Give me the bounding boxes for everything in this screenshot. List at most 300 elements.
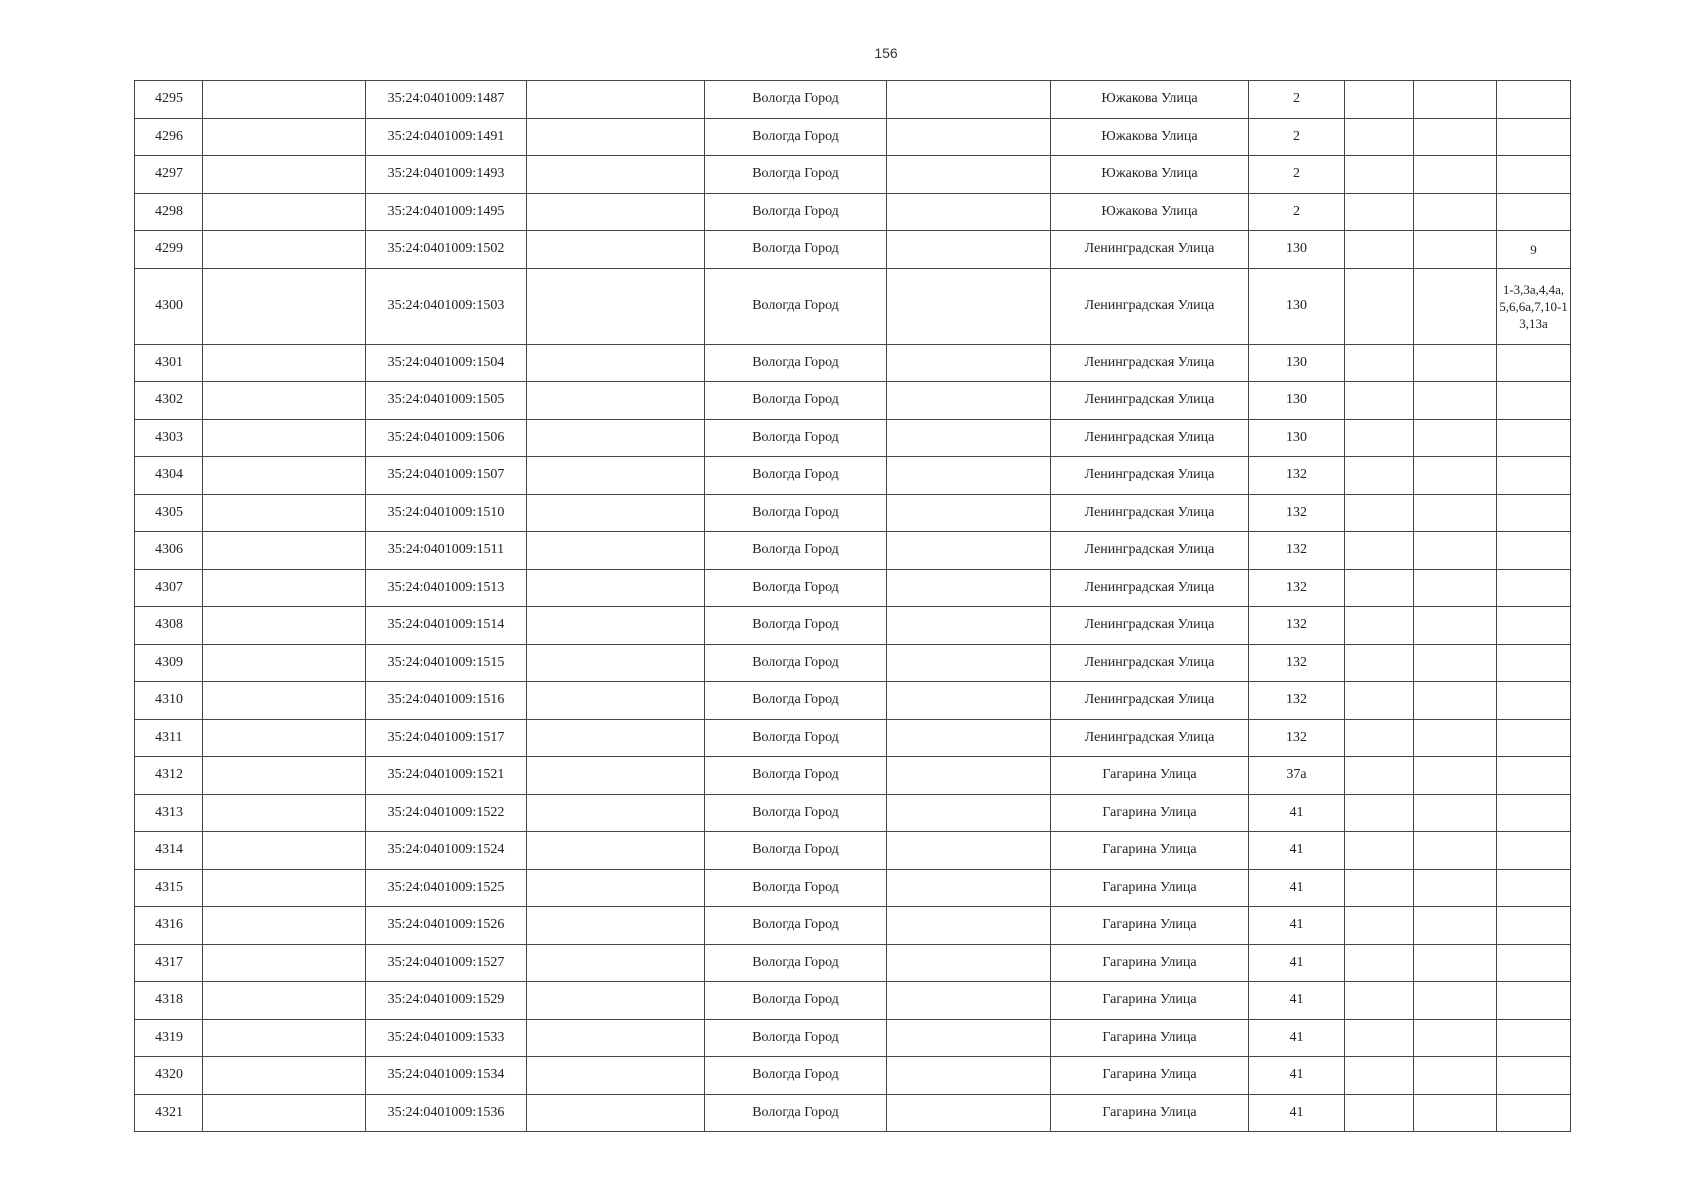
cell-empty bbox=[527, 644, 705, 682]
cell-empty bbox=[203, 1019, 366, 1057]
cell-cadastral: 35:24:0401009:1505 bbox=[366, 382, 527, 420]
cell-empty bbox=[203, 382, 366, 420]
cell-empty bbox=[887, 81, 1051, 119]
cell-cadastral: 35:24:0401009:1487 bbox=[366, 81, 527, 119]
table-row bbox=[135, 81, 1571, 119]
cell-empty bbox=[527, 869, 705, 907]
cell-street: Южакова Улица bbox=[1051, 81, 1249, 119]
cell-empty bbox=[1345, 494, 1414, 532]
cell-empty bbox=[1345, 569, 1414, 607]
cell-apartment bbox=[1497, 193, 1571, 231]
cell-empty bbox=[203, 907, 366, 945]
cell-cadastral: 35:24:0401009:1525 bbox=[366, 869, 527, 907]
cell-empty bbox=[203, 193, 366, 231]
cell-empty bbox=[1414, 794, 1497, 832]
cell-empty bbox=[1345, 832, 1414, 870]
cell-cadastral: 35:24:0401009:1524 bbox=[366, 832, 527, 870]
cell-empty bbox=[1345, 532, 1414, 570]
cell-cadastral: 35:24:0401009:1504 bbox=[366, 344, 527, 382]
cell-empty bbox=[203, 419, 366, 457]
cell-cadastral: 35:24:0401009:1515 bbox=[366, 644, 527, 682]
cell-no: 4315 bbox=[135, 869, 203, 907]
table-row bbox=[135, 156, 1571, 194]
cell-empty bbox=[887, 682, 1051, 720]
table-row bbox=[135, 532, 1571, 570]
cell-street: Ленинградская Улица bbox=[1051, 457, 1249, 495]
table-row bbox=[135, 494, 1571, 532]
cell-empty bbox=[1345, 607, 1414, 645]
cell-empty bbox=[1414, 344, 1497, 382]
cell-empty bbox=[1414, 1094, 1497, 1132]
cell-house: 132 bbox=[1249, 719, 1345, 757]
cell-empty bbox=[887, 1057, 1051, 1095]
cell-empty bbox=[887, 419, 1051, 457]
cell-empty bbox=[203, 944, 366, 982]
cell-city: Вологда Город bbox=[705, 494, 887, 532]
cell-no: 4309 bbox=[135, 644, 203, 682]
cell-cadastral: 35:24:0401009:1503 bbox=[366, 268, 527, 344]
cell-empty bbox=[1345, 944, 1414, 982]
cell-city: Вологда Город bbox=[705, 644, 887, 682]
cell-empty bbox=[203, 1094, 366, 1132]
cell-empty bbox=[203, 982, 366, 1020]
cell-house: 2 bbox=[1249, 81, 1345, 119]
cell-no: 4318 bbox=[135, 982, 203, 1020]
cell-empty bbox=[1414, 569, 1497, 607]
cell-apartment bbox=[1497, 344, 1571, 382]
cell-empty bbox=[887, 532, 1051, 570]
cell-empty bbox=[887, 982, 1051, 1020]
cell-city: Вологда Город bbox=[705, 419, 887, 457]
cell-empty bbox=[1345, 682, 1414, 720]
cell-apartment bbox=[1497, 419, 1571, 457]
cell-empty bbox=[1414, 457, 1497, 495]
cell-empty bbox=[1345, 982, 1414, 1020]
table-row bbox=[135, 757, 1571, 795]
cell-no: 4297 bbox=[135, 156, 203, 194]
cell-city: Вологда Город bbox=[705, 907, 887, 945]
cell-empty bbox=[1345, 344, 1414, 382]
cell-city: Вологда Город bbox=[705, 1094, 887, 1132]
cell-empty bbox=[1345, 268, 1414, 344]
cell-apartment bbox=[1497, 682, 1571, 720]
cell-empty bbox=[887, 907, 1051, 945]
cell-apartment bbox=[1497, 569, 1571, 607]
cell-empty bbox=[887, 457, 1051, 495]
cell-street: Ленинградская Улица bbox=[1051, 419, 1249, 457]
cell-empty bbox=[887, 832, 1051, 870]
cell-street: Ленинградская Улица bbox=[1051, 719, 1249, 757]
cell-apartment bbox=[1497, 156, 1571, 194]
cell-apartment bbox=[1497, 1057, 1571, 1095]
cell-empty bbox=[1414, 944, 1497, 982]
cell-no: 4310 bbox=[135, 682, 203, 720]
cell-house: 41 bbox=[1249, 869, 1345, 907]
cell-house: 41 bbox=[1249, 832, 1345, 870]
registry-table bbox=[134, 80, 1571, 1132]
cell-city: Вологда Город bbox=[705, 944, 887, 982]
cell-no: 4312 bbox=[135, 757, 203, 795]
cell-empty bbox=[1414, 907, 1497, 945]
cell-city: Вологда Город bbox=[705, 457, 887, 495]
cell-city: Вологда Город bbox=[705, 532, 887, 570]
cell-no: 4298 bbox=[135, 193, 203, 231]
cell-empty bbox=[203, 231, 366, 269]
cell-apartment bbox=[1497, 118, 1571, 156]
cell-house: 2 bbox=[1249, 156, 1345, 194]
cell-street: Гагарина Улица bbox=[1051, 944, 1249, 982]
cell-empty bbox=[527, 569, 705, 607]
cell-no: 4317 bbox=[135, 944, 203, 982]
cell-street: Ленинградская Улица bbox=[1051, 532, 1249, 570]
cell-apartment bbox=[1497, 944, 1571, 982]
cell-empty bbox=[527, 794, 705, 832]
cell-cadastral: 35:24:0401009:1529 bbox=[366, 982, 527, 1020]
cell-empty bbox=[527, 682, 705, 720]
cell-apartment bbox=[1497, 494, 1571, 532]
table-row bbox=[135, 344, 1571, 382]
cell-cadastral: 35:24:0401009:1491 bbox=[366, 118, 527, 156]
table-row bbox=[135, 457, 1571, 495]
cell-empty bbox=[203, 682, 366, 720]
cell-empty bbox=[527, 494, 705, 532]
cell-house: 41 bbox=[1249, 907, 1345, 945]
cell-empty bbox=[1414, 757, 1497, 795]
cell-city: Вологда Город bbox=[705, 193, 887, 231]
cell-empty bbox=[1345, 907, 1414, 945]
cell-empty bbox=[1414, 156, 1497, 194]
cell-cadastral: 35:24:0401009:1533 bbox=[366, 1019, 527, 1057]
cell-city: Вологда Город bbox=[705, 719, 887, 757]
cell-empty bbox=[887, 794, 1051, 832]
cell-street: Ленинградская Улица bbox=[1051, 607, 1249, 645]
cell-city: Вологда Город bbox=[705, 81, 887, 119]
cell-empty bbox=[1414, 382, 1497, 420]
cell-empty bbox=[203, 569, 366, 607]
cell-city: Вологда Город bbox=[705, 231, 887, 269]
cell-street: Ленинградская Улица bbox=[1051, 382, 1249, 420]
cell-empty bbox=[1345, 794, 1414, 832]
cell-empty bbox=[1414, 193, 1497, 231]
cell-street: Ленинградская Улица bbox=[1051, 231, 1249, 269]
cell-empty bbox=[203, 794, 366, 832]
cell-no: 4313 bbox=[135, 794, 203, 832]
cell-empty bbox=[527, 457, 705, 495]
cell-empty bbox=[1345, 869, 1414, 907]
cell-empty bbox=[1345, 419, 1414, 457]
cell-empty bbox=[887, 644, 1051, 682]
cell-street: Ленинградская Улица bbox=[1051, 569, 1249, 607]
cell-empty bbox=[1345, 757, 1414, 795]
cell-apartment bbox=[1497, 832, 1571, 870]
cell-apartment bbox=[1497, 81, 1571, 119]
cell-house: 130 bbox=[1249, 419, 1345, 457]
cell-empty bbox=[203, 719, 366, 757]
cell-empty bbox=[203, 869, 366, 907]
cell-house: 41 bbox=[1249, 944, 1345, 982]
cell-empty bbox=[527, 118, 705, 156]
cell-empty bbox=[527, 944, 705, 982]
cell-empty bbox=[1345, 81, 1414, 119]
cell-apartment bbox=[1497, 982, 1571, 1020]
cell-empty bbox=[1414, 682, 1497, 720]
cell-empty bbox=[1414, 118, 1497, 156]
cell-cadastral: 35:24:0401009:1493 bbox=[366, 156, 527, 194]
table-row bbox=[135, 569, 1571, 607]
cell-city: Вологда Город bbox=[705, 118, 887, 156]
cell-empty bbox=[887, 118, 1051, 156]
cell-street: Гагарина Улица bbox=[1051, 1094, 1249, 1132]
cell-house: 130 bbox=[1249, 382, 1345, 420]
cell-empty bbox=[203, 494, 366, 532]
cell-empty bbox=[1345, 382, 1414, 420]
cell-city: Вологда Город bbox=[705, 757, 887, 795]
cell-no: 4306 bbox=[135, 532, 203, 570]
cell-no: 4308 bbox=[135, 607, 203, 645]
cell-empty bbox=[887, 193, 1051, 231]
cell-house: 37а bbox=[1249, 757, 1345, 795]
cell-house: 2 bbox=[1249, 193, 1345, 231]
table-row bbox=[135, 268, 1571, 344]
cell-empty bbox=[1414, 494, 1497, 532]
cell-street: Гагарина Улица bbox=[1051, 869, 1249, 907]
cell-empty bbox=[1414, 607, 1497, 645]
cell-empty bbox=[1414, 532, 1497, 570]
cell-street: Гагарина Улица bbox=[1051, 1019, 1249, 1057]
cell-city: Вологда Город bbox=[705, 382, 887, 420]
cell-cadastral: 35:24:0401009:1506 bbox=[366, 419, 527, 457]
cell-city: Вологда Город bbox=[705, 1019, 887, 1057]
cell-empty bbox=[527, 719, 705, 757]
cell-cadastral: 35:24:0401009:1495 bbox=[366, 193, 527, 231]
cell-cadastral: 35:24:0401009:1522 bbox=[366, 794, 527, 832]
cell-empty bbox=[527, 382, 705, 420]
cell-empty bbox=[887, 607, 1051, 645]
cell-empty bbox=[1414, 719, 1497, 757]
cell-cadastral: 35:24:0401009:1527 bbox=[366, 944, 527, 982]
cell-empty bbox=[1414, 982, 1497, 1020]
cell-empty bbox=[203, 644, 366, 682]
cell-apartment bbox=[1497, 869, 1571, 907]
cell-empty bbox=[1414, 644, 1497, 682]
table-body bbox=[135, 81, 1571, 1132]
cell-empty bbox=[887, 1094, 1051, 1132]
cell-empty bbox=[527, 607, 705, 645]
table-row bbox=[135, 869, 1571, 907]
cell-empty bbox=[527, 231, 705, 269]
cell-city: Вологда Город bbox=[705, 982, 887, 1020]
cell-empty bbox=[527, 268, 705, 344]
cell-apartment bbox=[1497, 532, 1571, 570]
cell-empty bbox=[1345, 118, 1414, 156]
cell-cadastral: 35:24:0401009:1526 bbox=[366, 907, 527, 945]
cell-empty bbox=[527, 344, 705, 382]
cell-cadastral: 35:24:0401009:1517 bbox=[366, 719, 527, 757]
cell-no: 4299 bbox=[135, 231, 203, 269]
cell-empty bbox=[1345, 1057, 1414, 1095]
cell-no: 4316 bbox=[135, 907, 203, 945]
cell-cadastral: 35:24:0401009:1521 bbox=[366, 757, 527, 795]
cell-house: 132 bbox=[1249, 644, 1345, 682]
cell-cadastral: 35:24:0401009:1507 bbox=[366, 457, 527, 495]
table-row bbox=[135, 118, 1571, 156]
cell-empty bbox=[527, 532, 705, 570]
cell-empty bbox=[1345, 644, 1414, 682]
cell-empty bbox=[887, 156, 1051, 194]
table-row bbox=[135, 682, 1571, 720]
cell-no: 4319 bbox=[135, 1019, 203, 1057]
table-row bbox=[135, 832, 1571, 870]
page-number: 156 bbox=[874, 45, 898, 61]
cell-empty bbox=[1414, 419, 1497, 457]
cell-empty bbox=[1345, 156, 1414, 194]
cell-apartment bbox=[1497, 1094, 1571, 1132]
cell-street: Гагарина Улица bbox=[1051, 832, 1249, 870]
cell-no: 4320 bbox=[135, 1057, 203, 1095]
cell-empty bbox=[203, 532, 366, 570]
cell-empty bbox=[887, 268, 1051, 344]
cell-house: 41 bbox=[1249, 1057, 1345, 1095]
cell-empty bbox=[887, 231, 1051, 269]
cell-house: 130 bbox=[1249, 344, 1345, 382]
cell-apartment bbox=[1497, 457, 1571, 495]
cell-empty bbox=[203, 156, 366, 194]
cell-empty bbox=[527, 1057, 705, 1095]
cell-empty bbox=[527, 419, 705, 457]
cell-empty bbox=[1414, 268, 1497, 344]
cell-house: 132 bbox=[1249, 532, 1345, 570]
cell-street: Южакова Улица bbox=[1051, 118, 1249, 156]
cell-no: 4311 bbox=[135, 719, 203, 757]
cell-empty bbox=[887, 719, 1051, 757]
cell-no: 4321 bbox=[135, 1094, 203, 1132]
cell-empty bbox=[203, 457, 366, 495]
cell-street: Гагарина Улица bbox=[1051, 757, 1249, 795]
table-row bbox=[135, 231, 1571, 269]
cell-street: Южакова Улица bbox=[1051, 156, 1249, 194]
cell-empty bbox=[527, 81, 705, 119]
cell-no: 4296 bbox=[135, 118, 203, 156]
cell-house: 41 bbox=[1249, 1019, 1345, 1057]
cell-cadastral: 35:24:0401009:1510 bbox=[366, 494, 527, 532]
table-row bbox=[135, 794, 1571, 832]
cell-empty bbox=[527, 156, 705, 194]
table-row bbox=[135, 382, 1571, 420]
cell-empty bbox=[1414, 231, 1497, 269]
cell-cadastral: 35:24:0401009:1516 bbox=[366, 682, 527, 720]
cell-empty bbox=[1414, 1057, 1497, 1095]
cell-house: 132 bbox=[1249, 682, 1345, 720]
cell-apartment bbox=[1497, 794, 1571, 832]
cell-street: Гагарина Улица bbox=[1051, 1057, 1249, 1095]
cell-street: Южакова Улица bbox=[1051, 193, 1249, 231]
cell-empty bbox=[203, 832, 366, 870]
cell-no: 4300 bbox=[135, 268, 203, 344]
cell-empty bbox=[887, 382, 1051, 420]
table-row bbox=[135, 1057, 1571, 1095]
cell-street: Гагарина Улица bbox=[1051, 907, 1249, 945]
cell-empty bbox=[1414, 869, 1497, 907]
cell-empty bbox=[1345, 1019, 1414, 1057]
table-row bbox=[135, 193, 1571, 231]
cell-empty bbox=[203, 118, 366, 156]
cell-empty bbox=[1345, 719, 1414, 757]
cell-apartment bbox=[1497, 607, 1571, 645]
cell-street: Гагарина Улица bbox=[1051, 982, 1249, 1020]
cell-cadastral: 35:24:0401009:1534 bbox=[366, 1057, 527, 1095]
cell-house: 130 bbox=[1249, 268, 1345, 344]
cell-no: 4301 bbox=[135, 344, 203, 382]
cell-empty bbox=[203, 344, 366, 382]
table-row bbox=[135, 607, 1571, 645]
cell-street: Гагарина Улица bbox=[1051, 794, 1249, 832]
cell-apartment bbox=[1497, 719, 1571, 757]
cell-cadastral: 35:24:0401009:1514 bbox=[366, 607, 527, 645]
cell-no: 4303 bbox=[135, 419, 203, 457]
cell-empty bbox=[527, 1094, 705, 1132]
cell-house: 2 bbox=[1249, 118, 1345, 156]
cell-empty bbox=[887, 944, 1051, 982]
cell-house: 132 bbox=[1249, 457, 1345, 495]
cell-empty bbox=[1414, 81, 1497, 119]
cell-city: Вологда Город bbox=[705, 682, 887, 720]
cell-house: 41 bbox=[1249, 982, 1345, 1020]
cell-house: 132 bbox=[1249, 569, 1345, 607]
cell-apartment bbox=[1497, 1019, 1571, 1057]
cell-city: Вологда Город bbox=[705, 569, 887, 607]
cell-empty bbox=[1414, 832, 1497, 870]
cell-apartment bbox=[1497, 382, 1571, 420]
cell-empty bbox=[527, 832, 705, 870]
cell-no: 4307 bbox=[135, 569, 203, 607]
cell-street: Ленинградская Улица bbox=[1051, 344, 1249, 382]
table-row bbox=[135, 419, 1571, 457]
table-row bbox=[135, 644, 1571, 682]
cell-empty bbox=[527, 757, 705, 795]
cell-empty bbox=[203, 607, 366, 645]
cell-no: 4314 bbox=[135, 832, 203, 870]
table-row bbox=[135, 982, 1571, 1020]
cell-empty bbox=[527, 982, 705, 1020]
cell-cadastral: 35:24:0401009:1536 bbox=[366, 1094, 527, 1132]
cell-empty bbox=[887, 344, 1051, 382]
cell-cadastral: 35:24:0401009:1513 bbox=[366, 569, 527, 607]
cell-empty bbox=[1345, 1094, 1414, 1132]
cell-street: Ленинградская Улица bbox=[1051, 644, 1249, 682]
cell-city: Вологда Город bbox=[705, 344, 887, 382]
cell-empty bbox=[1345, 231, 1414, 269]
cell-city: Вологда Город bbox=[705, 156, 887, 194]
cell-house: 41 bbox=[1249, 794, 1345, 832]
cell-empty bbox=[203, 81, 366, 119]
cell-empty bbox=[1414, 1019, 1497, 1057]
cell-apartment: 1-3,3а,4,4а,5,6,6а,7,10-13,13а bbox=[1497, 268, 1571, 344]
cell-street: Ленинградская Улица bbox=[1051, 682, 1249, 720]
cell-empty bbox=[1345, 193, 1414, 231]
cell-cadastral: 35:24:0401009:1511 bbox=[366, 532, 527, 570]
cell-apartment bbox=[1497, 757, 1571, 795]
cell-house: 130 bbox=[1249, 231, 1345, 269]
cell-empty bbox=[887, 869, 1051, 907]
cell-apartment bbox=[1497, 644, 1571, 682]
cell-street: Ленинградская Улица bbox=[1051, 268, 1249, 344]
cell-house: 132 bbox=[1249, 607, 1345, 645]
cell-empty bbox=[527, 1019, 705, 1057]
cell-empty bbox=[527, 907, 705, 945]
cell-city: Вологда Город bbox=[705, 832, 887, 870]
cell-empty bbox=[203, 757, 366, 795]
cell-empty bbox=[887, 569, 1051, 607]
